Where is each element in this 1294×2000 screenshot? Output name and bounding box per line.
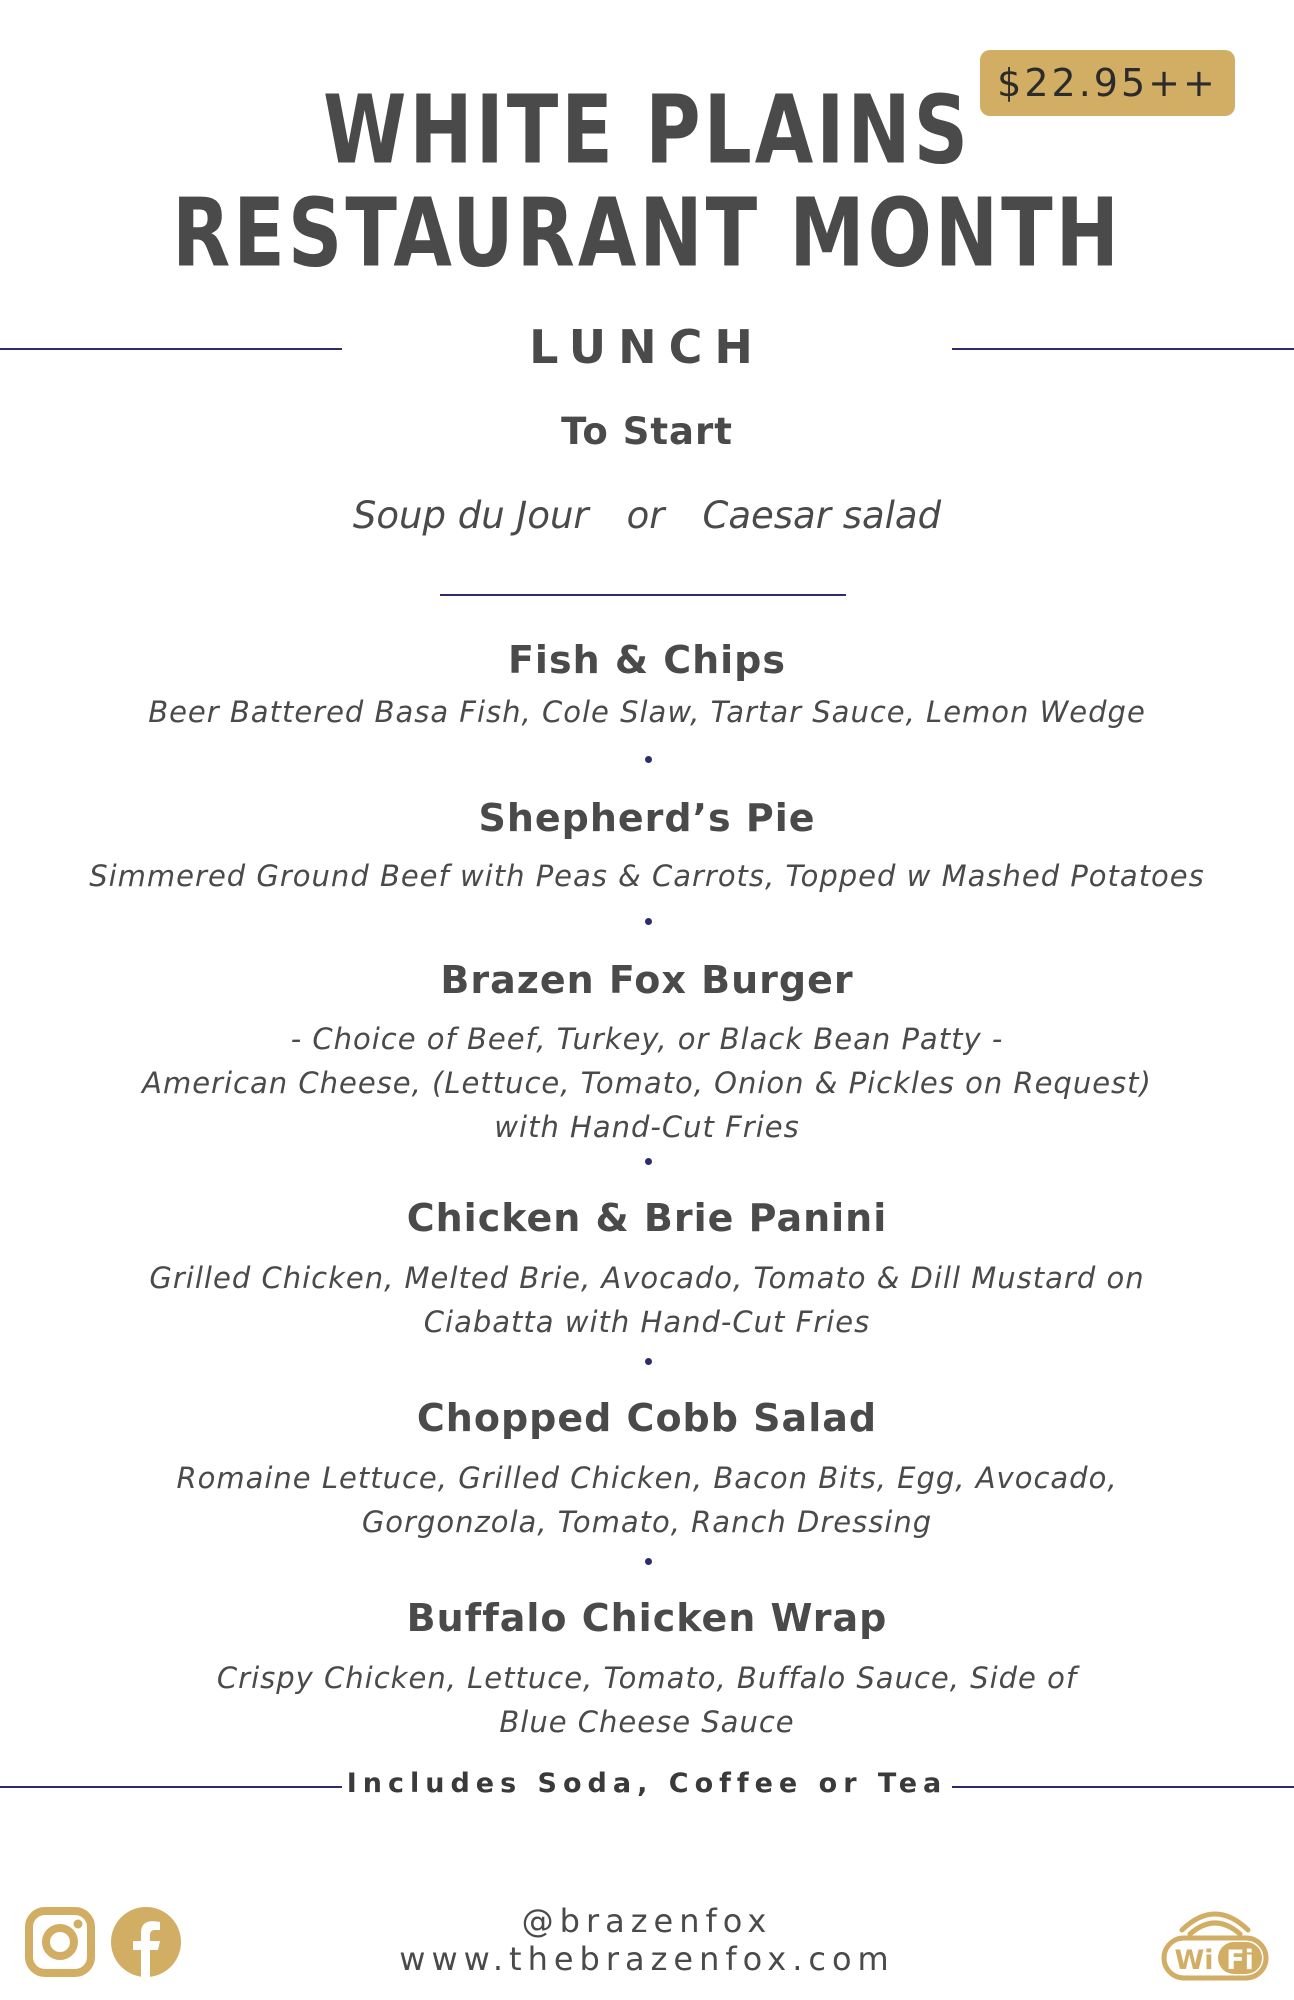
menu-item-name: Brazen Fox Burger xyxy=(440,958,854,1002)
social-handle[interactable]: @brazenfox xyxy=(521,1902,773,1940)
starter-option-2: Caesar salad xyxy=(702,494,942,537)
divider-right-bottom xyxy=(952,1786,1294,1788)
wifi-label-part1: Wi xyxy=(1174,1945,1214,1976)
separator-dot xyxy=(645,918,652,925)
website-link[interactable]: www.thebrazenfox.com xyxy=(399,1940,895,1978)
wifi-icon xyxy=(1160,1904,1270,1984)
menu-item-desc: American Cheese, (Lettuce, Tomato, Onion & Pickles on Request) xyxy=(142,1066,1152,1100)
includes-note: Includes Soda, Coffee or Tea xyxy=(346,1768,948,1799)
starters-options xyxy=(0,494,1294,537)
menu-item-desc: Beer Battered Basa Fish, Cole Slaw, Tartar Sauce, Lemon Wedge xyxy=(148,695,1146,729)
menu-item-desc: - Choice of Beef, Turkey, or Black Bean Patty - xyxy=(290,1022,1004,1056)
menu-item-desc: Romaine Lettuce, Grilled Chicken, Bacon Bits, Egg, Avocado, xyxy=(176,1461,1118,1495)
menu-item-desc: with Hand-Cut Fries xyxy=(494,1110,800,1144)
starter-option-1: Soup du Jour xyxy=(352,494,589,537)
menu-item-desc: Crispy Chicken, Lettuce, Tomato, Buffalo Sauce, Side of xyxy=(216,1661,1078,1695)
title-line-1: WHITE PLAINS xyxy=(323,75,971,185)
menu-item-desc: Blue Cheese Sauce xyxy=(499,1705,795,1739)
starters-heading: To Start xyxy=(561,410,733,453)
separator-dot xyxy=(645,756,652,763)
menu-item-name: Fish & Chips xyxy=(507,638,787,682)
menu-item-desc: Grilled Chicken, Melted Brie, Avocado, Tomato & Dill Mustard on xyxy=(149,1261,1145,1295)
menu-item-name: Buffalo Chicken Wrap xyxy=(406,1596,888,1640)
title-line-2: RESTAURANT MONTH xyxy=(172,178,1122,288)
price-badge: $22.95++ xyxy=(980,50,1235,116)
starter-or: or xyxy=(626,494,665,537)
menu-item-name: Chopped Cobb Salad xyxy=(416,1396,878,1440)
menu-item-desc: Gorgonzola, Tomato, Ranch Dressing xyxy=(361,1505,933,1539)
divider-right xyxy=(952,348,1294,350)
separator-dot xyxy=(645,1358,652,1365)
menu-item-name: Chicken & Brie Panini xyxy=(406,1196,888,1240)
divider-center xyxy=(440,594,846,596)
menu-item-name: Shepherd’s Pie xyxy=(478,796,816,840)
menu-item-desc: Simmered Ground Beef with Peas & Carrots, Topped w Mashed Potatoes xyxy=(89,859,1205,893)
menu-item-desc: Ciabatta with Hand-Cut Fries xyxy=(423,1305,871,1339)
section-label: LUNCH xyxy=(529,320,765,374)
separator-dot xyxy=(645,1558,652,1565)
wifi-label-part2: Fi xyxy=(1226,1945,1254,1976)
separator-dot xyxy=(645,1158,652,1165)
